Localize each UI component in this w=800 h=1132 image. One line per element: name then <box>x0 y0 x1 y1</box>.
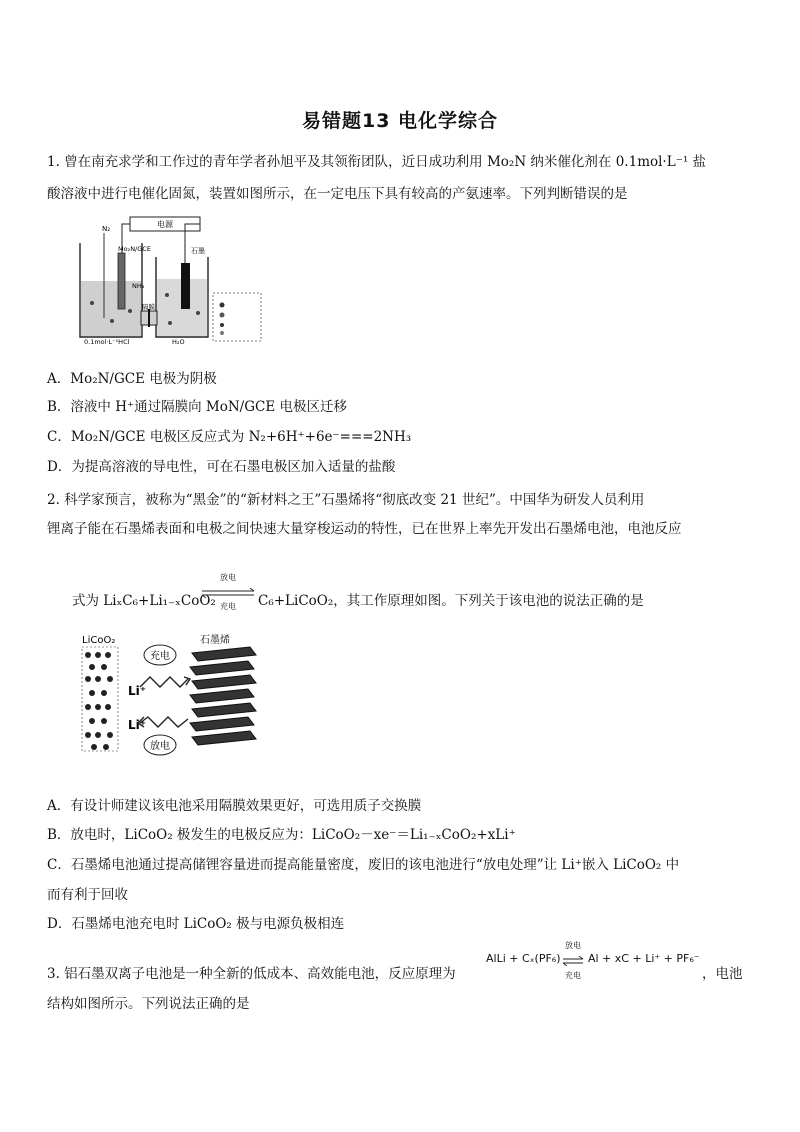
water-label: H₂O <box>172 338 185 346</box>
q2-option-d: D．石墨烯电池充电时 LiCoO₂ 极与电源负极相连 <box>47 916 345 932</box>
graphene-sheets <box>190 647 256 745</box>
charge-label: 充电 <box>150 651 170 662</box>
q2-arrow-bottom-label: 充电 <box>220 602 236 611</box>
charge-arrow <box>140 677 188 687</box>
q2-equation-prefix: 式为 LiₓC₆+Li₁₋ₓCoO₂ <box>72 593 216 609</box>
li-ion-label-top: Li⁺ <box>128 684 147 698</box>
electrode1-label: Mo₂N/GCE <box>118 245 151 253</box>
q1-option-c: C．Mo₂N/GCE 电极区反应式为 N₂+6H⁺+6e⁻===2NH₃ <box>47 429 412 445</box>
q1-option-b: B．溶液中 H⁺通过隔膜向 MoN/GCE 电极区迁移 <box>47 399 347 415</box>
q2-option-c-line1: C．石墨烯电池通过提高储锂容量进而提高能量密度，废旧的该电池进行“放电处理”让 Li⁺嵌入 LiCoO₂ 中 <box>47 857 680 873</box>
power-label: 电源 <box>157 220 173 229</box>
q2-option-b: B．放电时，LiCoO₂ 极发生的电极反应为：LiCoO₂－xe⁻＝Li₁₋ₓCoO₂+xLi⁺ <box>47 827 516 843</box>
nh3-label: NH₃ <box>132 282 145 290</box>
q3-arrow-top-label: 放电 <box>565 941 581 950</box>
q2-arrow-top-label: 放电 <box>220 573 236 582</box>
q3-stem-line2: 结构如图所示。下列说法正确的是 <box>47 996 250 1012</box>
q2-option-a: A．有设计师建议该电池采用隔膜效果更好，可选用质子交换膜 <box>47 798 422 814</box>
q2-battery-figure <box>80 633 258 763</box>
graphene-label: 石墨烯 <box>200 635 230 646</box>
q2-option-c-line2: 而有利于回收 <box>47 887 128 903</box>
discharge-arrow <box>140 717 188 727</box>
q2-equation-suffix: C₆+LiCoO₂，其工作原理如图。下列关于该电池的说法正确的是 <box>258 593 644 609</box>
li-ion-label-bottom: Li⁺ <box>128 718 147 732</box>
q3-equation-arrow <box>560 940 586 981</box>
reversible-arrow-icon <box>200 588 256 598</box>
q3-equation-left: AlLi + Cₓ(PF₆) <box>486 952 561 965</box>
q3-arrow-bottom-label: 充电 <box>565 971 581 980</box>
q1-stem-line1: 1. 曾在南充求学和工作过的青年学者孙旭平及其领衔团队，近日成功利用 Mo₂N 纳米催化剂在 0.1mol·L⁻¹ 盐 <box>47 154 707 170</box>
q2-stem-line1: 2. 科学家预言，被称为“黑金”的“新材料之王”石墨烯将“彻底改变 21 世纪”。中国华为研发人员利用 <box>47 492 645 508</box>
q3-stem-suffix: ，电池 <box>702 966 743 982</box>
electrode2-label: 石墨 <box>191 247 205 255</box>
q1-option-a: A．Mo₂N/GCE 电极为阴极 <box>47 371 217 387</box>
membrane-label: 隔膜 <box>142 303 155 311</box>
mo2n-electrode <box>118 253 125 309</box>
q3-stem-prefix: 3. 铝石墨双离子电池是一种全新的低成本、高效能电池，反应原理为 <box>47 966 456 982</box>
page-title: 易错题13 电化学综合 <box>301 110 499 132</box>
licoo2-label: LiCoO₂ <box>82 635 116 646</box>
q3-reversible-arrow-icon <box>562 956 584 966</box>
q2-equation-arrow <box>200 572 256 612</box>
q1-stem-line2: 酸溶液中进行电催化固氮，装置如图所示，在一定电压下具有较高的产氨速率。下列判断错误的是 <box>47 186 628 202</box>
discharge-label: 放电 <box>150 741 170 752</box>
q2-stem-line2: 锂离子能在石墨烯表面和电极之间快速大量穿梭运动的特性，已在世界上率先开发出石墨烯电池，电池反应 <box>47 521 682 537</box>
q1-apparatus-figure <box>72 213 272 349</box>
q1-option-d: D．为提高溶液的导电性，可在石墨电极区加入适量的盐酸 <box>47 459 396 475</box>
graphite-electrode <box>181 263 190 309</box>
solution-label: 0.1mol·L⁻¹HCl <box>84 338 130 346</box>
n2-label: N₂ <box>102 225 111 233</box>
q3-equation-right: Al + xC + Li⁺ + PF₆⁻ <box>588 952 700 965</box>
